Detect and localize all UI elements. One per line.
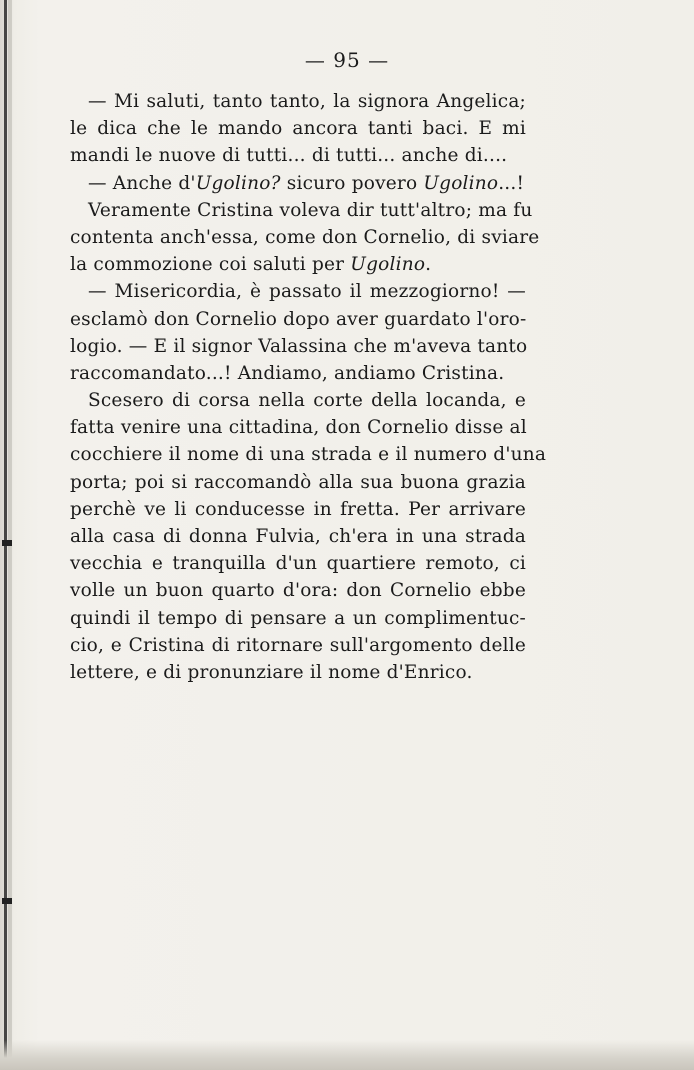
text-line	[70, 469, 526, 496]
text-segment: mandi le nuove di tutti... di tutti... anche di....	[70, 145, 508, 167]
text-line	[70, 170, 526, 197]
text-line	[70, 387, 526, 414]
text-segment: .	[425, 254, 432, 276]
text-line	[70, 224, 540, 251]
text-line	[70, 659, 526, 686]
text-line	[70, 441, 547, 468]
text-segment: alla casa di donna Fulvia, ch'era in una strada	[70, 526, 526, 547]
text-line	[70, 414, 526, 441]
binding-shadow	[8, 0, 12, 1070]
text-line	[70, 550, 526, 577]
text-segment: — Misericordia, è passato il mezzogiorno! —	[88, 281, 526, 303]
text-segment: cio, e Cristina di ritornare sull'argomento delle	[70, 634, 526, 656]
text-segment: Veramente Cristina voleva dir tutt'altro; ma fu	[88, 199, 533, 221]
text-line	[70, 360, 526, 387]
page-number: — 95 —	[304, 48, 390, 72]
text-segment: porta; poi si raccomandò alla sua buona grazia	[70, 471, 526, 493]
italic-name: Ugolino?	[195, 172, 281, 194]
body-text	[70, 88, 547, 686]
text-segment: lettere, e di pronunziare il nome d'Enrico.	[70, 661, 473, 683]
text-line	[70, 523, 526, 550]
text-segment: cocchiere il nome di una strada e il numero d'una	[70, 444, 547, 466]
text-segment: esclamò don Cornelio dopo aver guardato l'oro-	[70, 308, 527, 330]
text-line	[70, 278, 526, 305]
text-segment: quindi il tempo di pensare a un complimentuc-	[70, 607, 526, 629]
text-segment: — Anche d'	[88, 172, 196, 194]
text-segment: contenta anch'essa, come don Cornelio, di sviare	[70, 226, 540, 248]
text-segment: raccomandato...! Andiamo, andiamo Cristina.	[70, 362, 505, 384]
edge-mark	[2, 540, 12, 546]
text-line	[70, 496, 526, 523]
text-line	[70, 251, 526, 278]
text-line	[70, 306, 526, 333]
text-line	[70, 197, 533, 224]
text-line	[70, 115, 526, 142]
text-segment: volle un buon quarto d'ora: don Cornelio ebbe	[70, 580, 526, 602]
italic-name: Ugolino	[350, 254, 426, 276]
text-line	[70, 605, 526, 632]
text-line	[70, 632, 526, 659]
text-segment: la commozione coi saluti per	[70, 254, 351, 276]
binding-edge	[4, 0, 7, 1070]
text-line	[70, 577, 526, 604]
edge-mark	[2, 898, 12, 904]
text-segment: ...!	[498, 172, 525, 194]
text-line	[70, 88, 526, 115]
bottom-page-edge	[0, 1040, 694, 1070]
text-segment: perchè ve li conducesse in fretta. Per arrivare	[70, 498, 526, 520]
text-line	[70, 333, 526, 360]
text-segment: — Mi saluti, tanto tanto, la signora Angelica;	[88, 91, 526, 112]
text-segment: logio. — E il signor Valassina che m'aveva tanto	[70, 335, 528, 357]
text-segment: le dica che le mando ancora tanti baci. E mi	[70, 118, 526, 140]
text-segment: fatta venire una cittadina, don Cornelio disse al	[70, 417, 527, 439]
text-segment: Scesero di corsa nella corte della locanda, e	[88, 390, 526, 412]
text-segment: sicuro povero	[280, 172, 424, 194]
italic-name: Ugolino	[423, 172, 499, 194]
text-segment: vecchia e tranquilla d'un quartiere remoto, ci	[70, 553, 526, 575]
text-line	[70, 142, 526, 169]
